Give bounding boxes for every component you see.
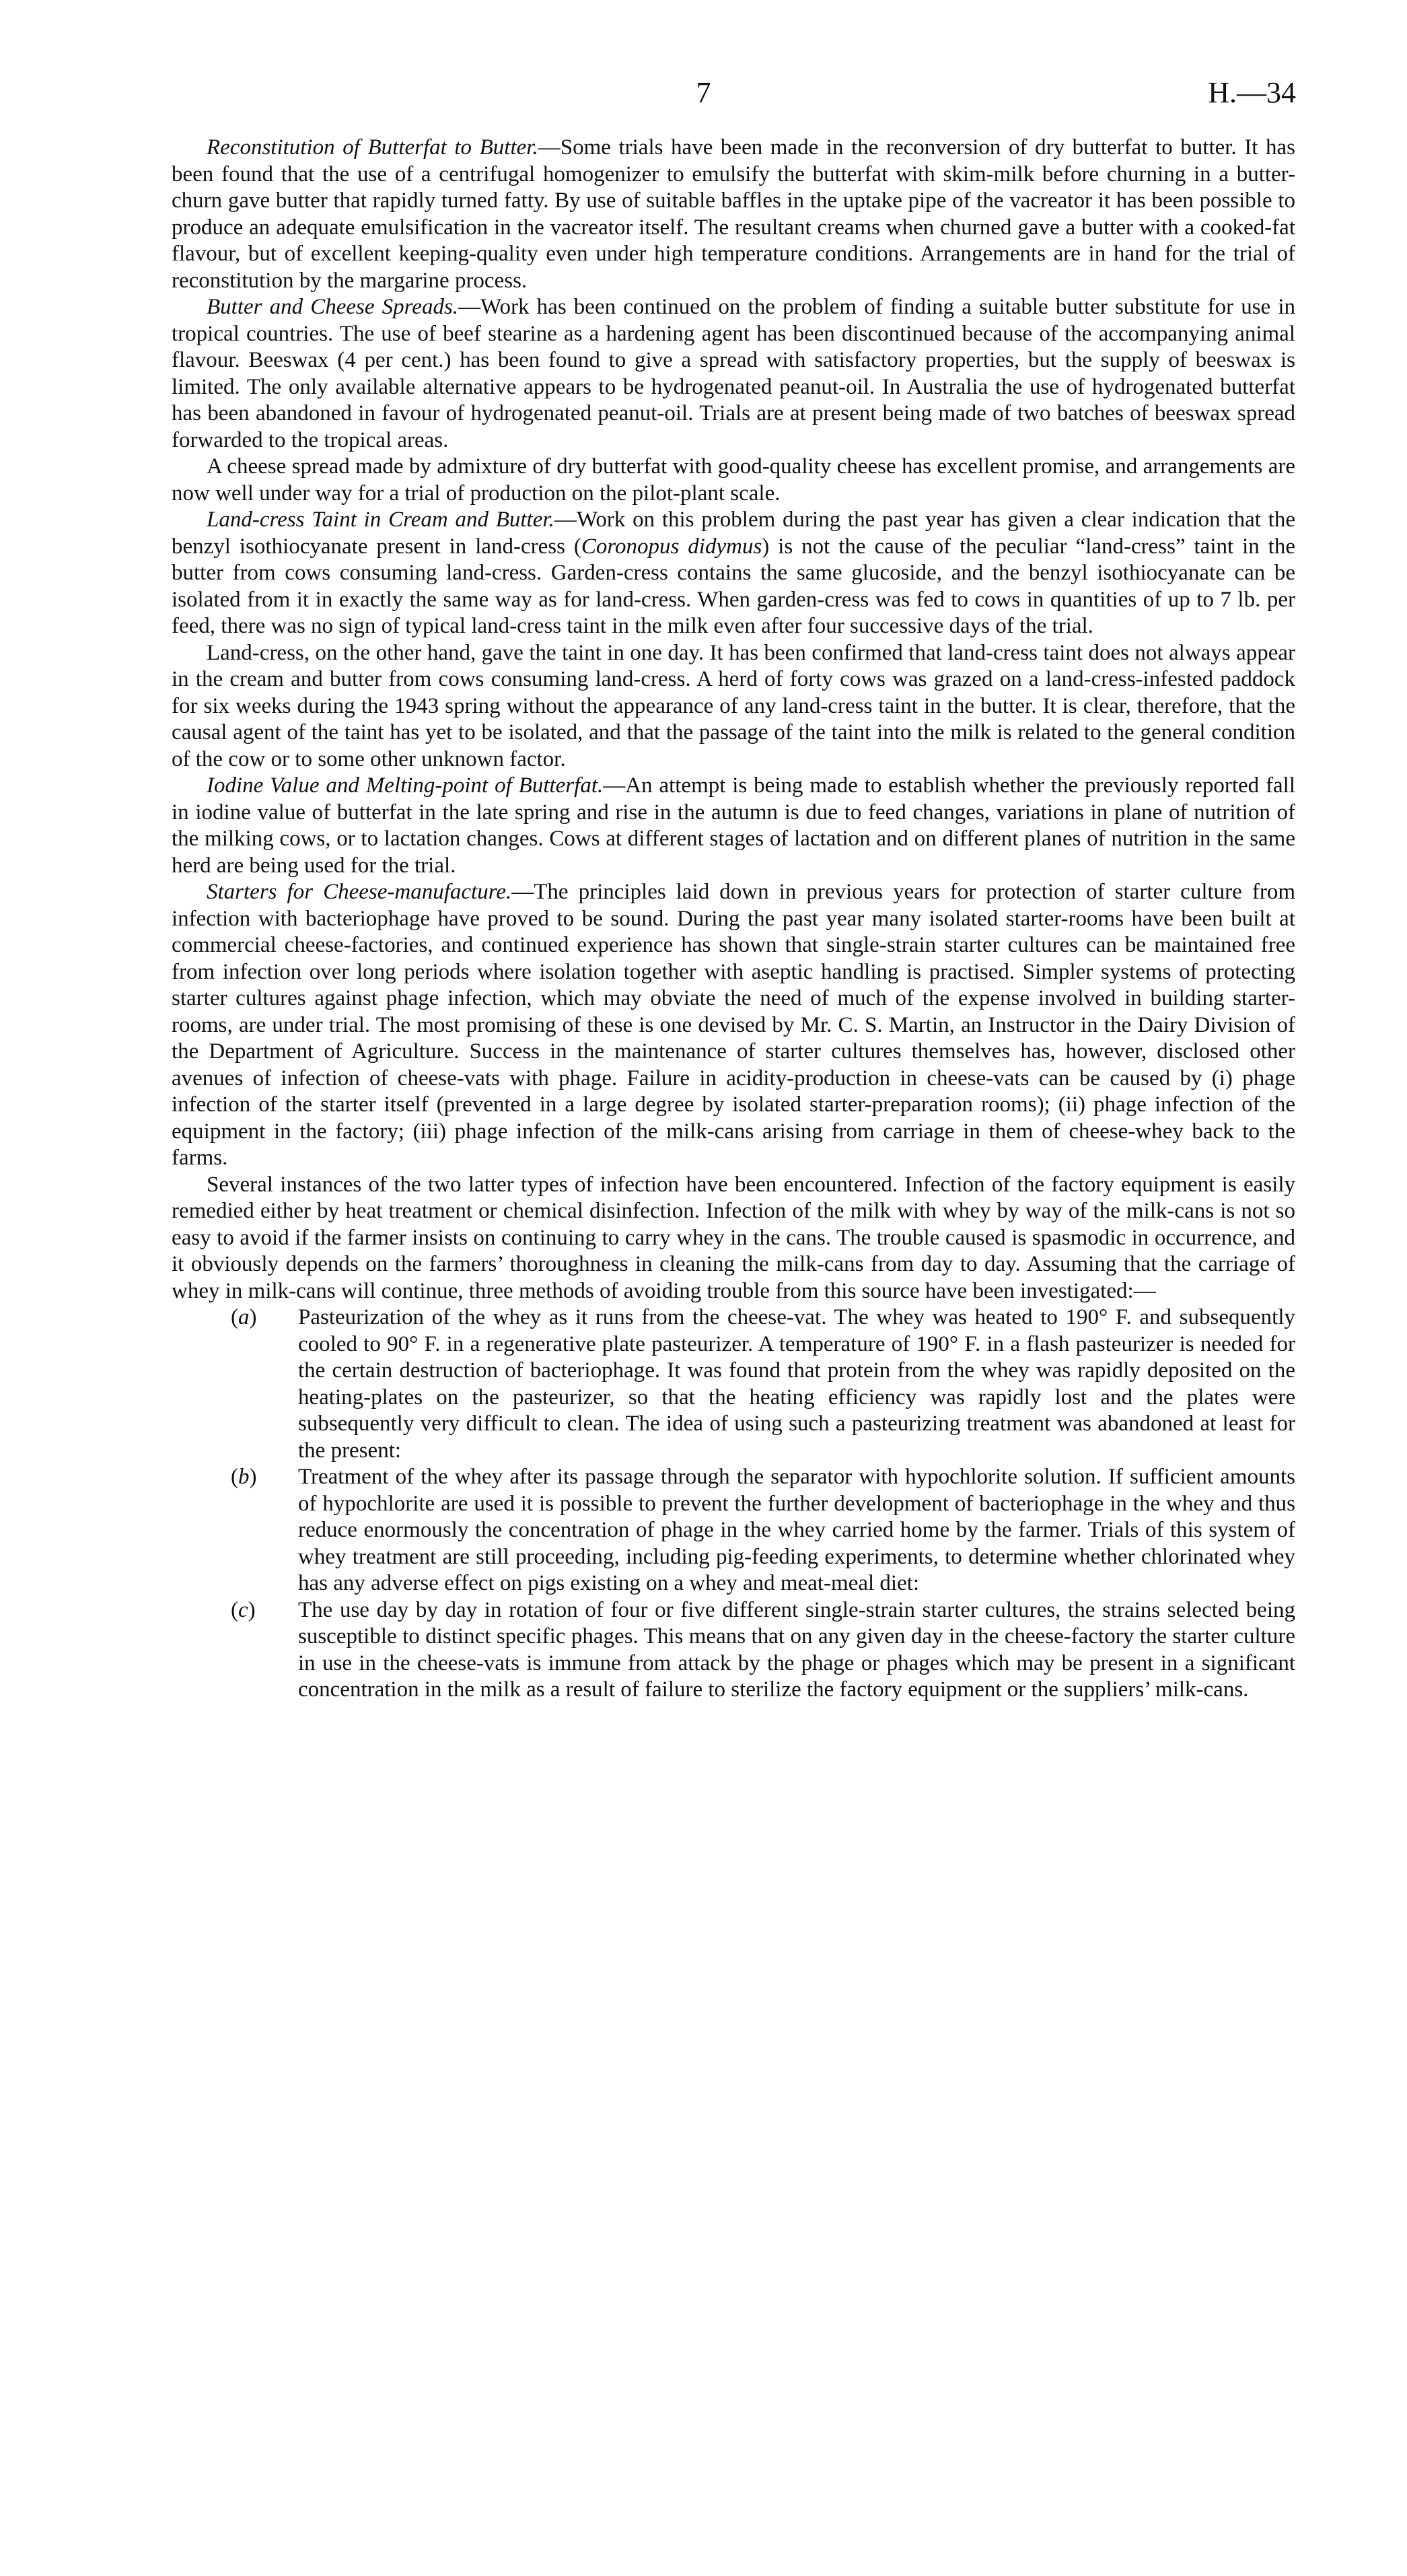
paragraph-spreads	[172, 294, 1295, 454]
paragraph-cheese-spread	[172, 454, 1295, 507]
method-item	[172, 1464, 1295, 1597]
method-item	[172, 1597, 1295, 1704]
section-heading: Reconstitution of Butterfat to Butter.	[207, 135, 538, 160]
paragraph-text: Several instances of the two latter types of infection have been encountered. Infection of the factory equipment is easily remedied either by heat treatment or chemical disinfection. Infection of the milk with whey by way of the milk-cans is not so easy to avoid if the farmer insists on continuing to carry whey in the cans. The trouble caused is spasmodic in occurrence, and it obviously depends on the farmers’ thoroughness in cleaning the milk-cans from day to day. Assuming that the carriage of whey in milk-cans will continue, three methods of avoiding trouble from this source have been investigated:—	[172, 1172, 1295, 1303]
method-text: The use day by day in rotation of four or five different single-strain starter cultures, the strains selected being susceptible to distinct specific phages. This means that on any given day in the cheese-factory the starter culture in use in the cheese-vats is immune from attack by the phage or phages which may be present in a significant concentration in the milk as a result of failure to sterilize the factory equipment or the suppliers’ milk-cans.	[298, 1597, 1295, 1702]
paragraph-text: A cheese spread made by admixture of dry butterfat with good-quality cheese has excellent promise, and arrangements are now well under way for a trial of production on the pilot-plant scale.	[172, 454, 1295, 506]
paragraph-text: —Some trials have been made in the reconversion of dry butterfat to butter. It has been found that the use of a centrifugal homogenizer to emulsify the butterfat with skim-milk before churning in a butter-churn gave butter that rapidly turned fatty. By use of suitable baffles in the uptake pipe of the vacreator it has been possible to produce an adequate emulsification in the vacreator itself. The resultant creams when churned gave a butter with a cooked-fat flavour, but of excellent keeping-quality even under high temperature conditions. Arrangements are in hand for the trial of reconstitution by the margarine process.	[172, 135, 1296, 293]
paragraph-land-cress-taint	[172, 640, 1295, 773]
method-item	[172, 1304, 1295, 1464]
paragraph-text: —Work has been continued on the problem of finding a suitable butter substitute for use in tropical countries. The use of beef stearine as a hardening agent has been discontinued because of the accompanying animal flavour. Beeswax (4 per cent.) has been found to give a spread with satisfactory properties, but the supply of beeswax is limited. The only available alternative appears to be hydrogenated peanut-oil. In Australia the use of hydrogenated butterfat has been abandoned in favour of hydrogenated peanut-oil. Trials are at present being made of two batches of beeswax spread forwarded to the tropical areas.	[172, 295, 1295, 452]
method-label: (a)	[231, 1305, 257, 1329]
paragraph-starters	[172, 879, 1295, 1172]
page-number: 7	[696, 76, 711, 109]
document-reference: H.—34	[1208, 76, 1296, 109]
paragraph-infection	[172, 1172, 1295, 1305]
paragraph-reconstitution	[172, 135, 1295, 294]
paragraph-text: ) is not the cause of the peculiar “land-cress” taint in the butter from cows consuming land-cress. Garden-cress contains the same glucoside, and the benzyl isothiocyanate can be isolated from it in exactly the same way as for land-cress. When garden-cress was fed to cows in quantities of up to 7 lb. per feed, there was no sign of typical land-cress taint in the milk even after four successive days of the trial.	[172, 534, 1295, 638]
section-heading: Iodine Value and Melting-point of Butterfat.	[207, 773, 604, 798]
species-name: Coronopus didymus	[581, 534, 762, 559]
body-text	[172, 135, 1295, 1704]
method-label: (c)	[231, 1597, 256, 1622]
method-text: Treatment of the whey after its passage through the separator with hypochlorite solution. If sufficient amounts of hypochlorite are used it is possible to prevent the further development of bacteriophage in the whey and thus reduce enormously the concentration of phage in the whey carried home by the farmer. Trials of this system of whey treatment are still proceeding, including pig-feeding experiments, to determine whether chlorinated whey has any adverse effect on pigs existing on a whey and meat-meal diet:	[298, 1465, 1295, 1595]
paragraph-iodine	[172, 773, 1295, 879]
paragraph-text: Land-cress, on the other hand, gave the taint in one day. It has been confirmed that land-cress taint does not always appear in the cream and butter from cows consuming land-cress. A herd of forty cows was grazed on a land-cress-infested paddock for six weeks during the 1943 spring without the appearance of any land-cress taint in the butter. It is clear, therefore, that the causal agent of the taint has yet to be isolated, and that the passage of the taint into the milk is related to the general condition of the cow or to some other unknown factor.	[172, 640, 1295, 771]
section-heading: Butter and Cheese Spreads.	[207, 295, 459, 319]
paragraph-text: —Work on this problem during the past year has given a clear indication that the benzyl isothiocyanate present in land-cress (	[172, 508, 1295, 559]
method-label: (b)	[231, 1465, 257, 1489]
paragraph-land-cress	[172, 507, 1295, 640]
section-heading: Starters for Cheese-manufacture.	[207, 880, 512, 904]
method-text: Pasteurization of the whey as it runs from the cheese-vat. The whey was heated to 190° F. and subsequently cooled to 90° F. in a regenerative plate pasteurizer. A temperature of 190° F. in a flash pasteurizer is needed for the certain destruction of bacteriophage. It was found that protein from the whey was rapidly deposited on the heating-plates on the pasteurizer, so that the heating efficiency was rapidly lost and the plates were subsequently very difficult to clean. The idea of using such a pasteurizing treatment was abandoned at least for the present:	[298, 1305, 1295, 1463]
section-heading: Land-cress Taint in Cream and Butter.	[207, 508, 554, 532]
paragraph-text: —An attempt is being made to establish whether the previously reported fall in iodine value of butterfat in the late spring and rise in the autumn is due to feed changes, variations in plane of nutrition of the milking cows, or to lactation changes. Cows at different stages of lactation and on different planes of nutrition in the same herd are being used for the trial.	[172, 773, 1295, 878]
paragraph-text: —The principles laid down in previous years for protection of starter culture from infection with bacteriophage have proved to be sound. During the past year many isolated starter-rooms have been built at commercial cheese-factories, and continued experience has shown that single-strain starter cultures can be maintained free from infection over long periods where isolation together with aseptic handling is practised. Simpler systems of protecting starter cultures against phage infection, which may obviate the need of much of the expense involved in building starter-rooms, are under trial. The most promising of these is one devised by Mr. C. S. Martin, an Instructor in the Dairy Division of the Department of Agriculture. Success in the maintenance of starter cultures themselves has, however, disclosed other avenues of infection of cheese-vats with phage. Failure in acidity-production in cheese-vats can be caused by (i) phage infection of the starter itself (prevented in a large degree by isolated starter-preparation rooms); (ii) phage infection of the equipment in the factory; (iii) phage infection of the milk-cans arising from carriage in them of cheese-whey back to the farms.	[172, 880, 1295, 1170]
